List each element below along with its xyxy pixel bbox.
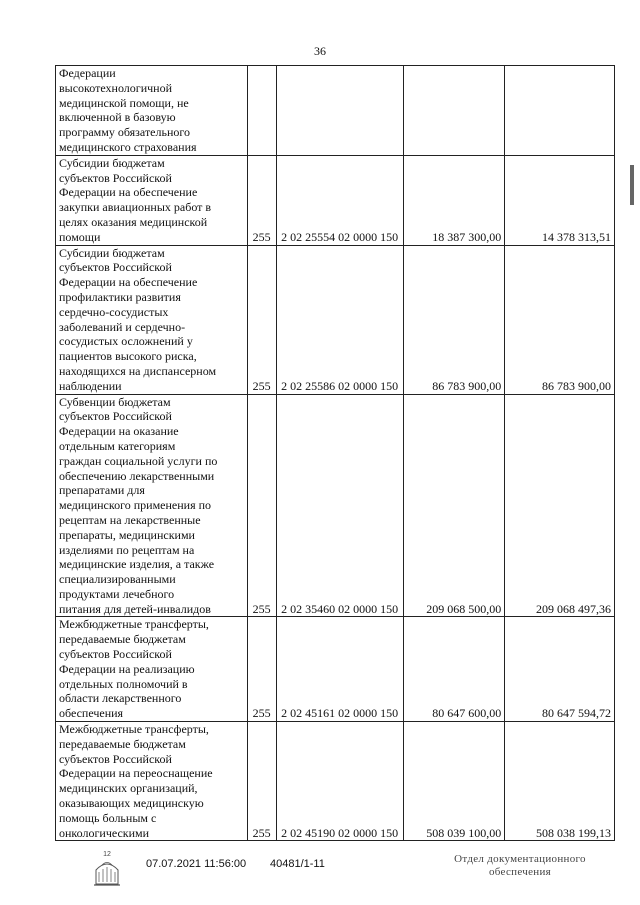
department-stamp [440,853,600,879]
description-line: субъектов Российской [59,647,172,662]
footer-datetime: 07.07.2021 11:56:00 [146,858,247,870]
description-line: пациентов высокого риска, [59,349,197,364]
row-actual-amount: 209 068 497,36 [505,394,615,617]
row-plan-amount: 80 647 600,00 [403,617,505,722]
description-line: Субсидии бюджетам [59,245,165,260]
table-row [56,722,615,841]
scan-edge-mark [630,165,634,205]
description-line: субъектов Российской [59,409,172,424]
row-actual-amount: 508 038 199,13 [505,722,615,841]
description-line: находящихся на диспансерном [59,363,217,378]
description-line: онкологическими [59,825,150,840]
description-line: медицинских организаций, [59,781,198,796]
table-row [56,617,615,722]
description-line: обеспечения [59,706,124,721]
row-description [56,722,248,841]
stamp-line-1: Отдел документационного [454,853,586,865]
row-admin-code: 255 [247,617,276,722]
emblem-number: 12 [103,851,111,858]
description-line: Межбюджетные трансферты, [59,722,209,737]
row-admin-code [247,66,276,156]
row-plan-amount [403,66,505,156]
description-line: специализированными [59,572,176,587]
description-line: целях оказания медицинской [59,214,208,229]
row-budget-code: 2 02 45161 02 0000 150 [276,617,403,722]
description-line: Федерации на обеспечение [59,185,198,200]
description-line: закупки авиационных работ в [59,200,212,215]
page-number: 36 [314,44,326,58]
table-row [56,155,615,245]
row-actual-amount [505,66,615,156]
row-budget-code: 2 02 25586 02 0000 150 [276,245,403,394]
description-line: Субсидии бюджетам [59,155,165,170]
description-line: передаваемые бюджетам [59,632,186,647]
row-budget-code: 2 02 45190 02 0000 150 [276,722,403,841]
description-line: субъектов Российской [59,260,172,275]
row-admin-code: 255 [247,394,276,617]
description-line: включенной в базовую [59,110,176,125]
row-plan-amount: 209 068 500,00 [403,394,505,617]
description-line: Субвенции бюджетам [59,394,171,409]
description-line: Федерации [59,66,116,80]
row-plan-amount: 18 387 300,00 [403,155,505,245]
description-line: медицинские изделия, а также [59,557,215,572]
description-line: передаваемые бюджетам [59,736,186,751]
row-description [56,394,248,617]
description-line: программу обязательного [59,125,191,140]
row-description [56,617,248,722]
row-admin-code: 255 [247,245,276,394]
row-admin-code: 255 [247,155,276,245]
description-line: рецептам на лекарственные [59,512,201,527]
description-line: заболеваний и сердечно- [59,319,186,334]
description-line: граждан социальной услуги по [59,453,218,468]
row-actual-amount: 80 647 594,72 [505,617,615,722]
description-line: питания для детей-инвалидов [59,601,211,616]
description-line: медицинского применения по [59,498,212,513]
row-admin-code: 255 [247,722,276,841]
footer-doc-id: 40481/1-11 [270,858,325,870]
stamp-line-2: обеспечения [488,866,552,878]
row-description [56,245,248,394]
description-line: помощи [59,229,101,244]
row-description [56,66,248,156]
description-line: препараты, медицинскими [59,527,195,542]
description-line: отдельным категориям [59,438,176,453]
description-line: Межбюджетные трансферты, [59,617,209,632]
row-actual-amount: 86 783 900,00 [505,245,615,394]
description-line: Федерации на переоснащение [59,766,213,781]
description-line: Федерации на реализацию [59,661,195,676]
row-actual-amount: 14 378 313,51 [505,155,615,245]
description-line: медицинской помощи, не [59,95,189,110]
emblem-icon [90,848,124,893]
table-row [56,245,615,394]
description-line: профилактики развития [59,289,181,304]
description-line: помощь больным с [59,810,157,825]
description-line: оказывающих медицинскую [59,796,204,811]
row-plan-amount: 86 783 900,00 [403,245,505,394]
table-row [56,394,615,617]
description-line: обеспечению лекарственными [59,468,215,483]
table-row [56,66,615,156]
description-line: Федерации на обеспечение [59,275,198,290]
description-line: продуктами лечебного [59,586,175,601]
row-budget-code: 2 02 25554 02 0000 150 [276,155,403,245]
description-line: сердечно-сосудистых [59,304,169,319]
row-description [56,155,248,245]
description-line: области лекарственного [59,691,182,706]
description-line: наблюдении [59,378,122,393]
description-line: медицинского страхования [59,139,197,154]
budget-table [55,65,615,841]
row-budget-code [276,66,403,156]
description-line: изделиями по рецептам на [59,542,195,557]
description-line: сосудистых осложнений у [59,334,193,349]
description-line: высокотехнологичной [59,80,173,95]
description-line: субъектов Российской [59,170,172,185]
row-budget-code: 2 02 35460 02 0000 150 [276,394,403,617]
row-plan-amount: 508 039 100,00 [403,722,505,841]
description-line: препаратами для [59,483,145,498]
description-line: отдельных полномочий в [59,676,188,691]
description-line: субъектов Российской [59,751,172,766]
description-line: Федерации на оказание [59,424,179,439]
